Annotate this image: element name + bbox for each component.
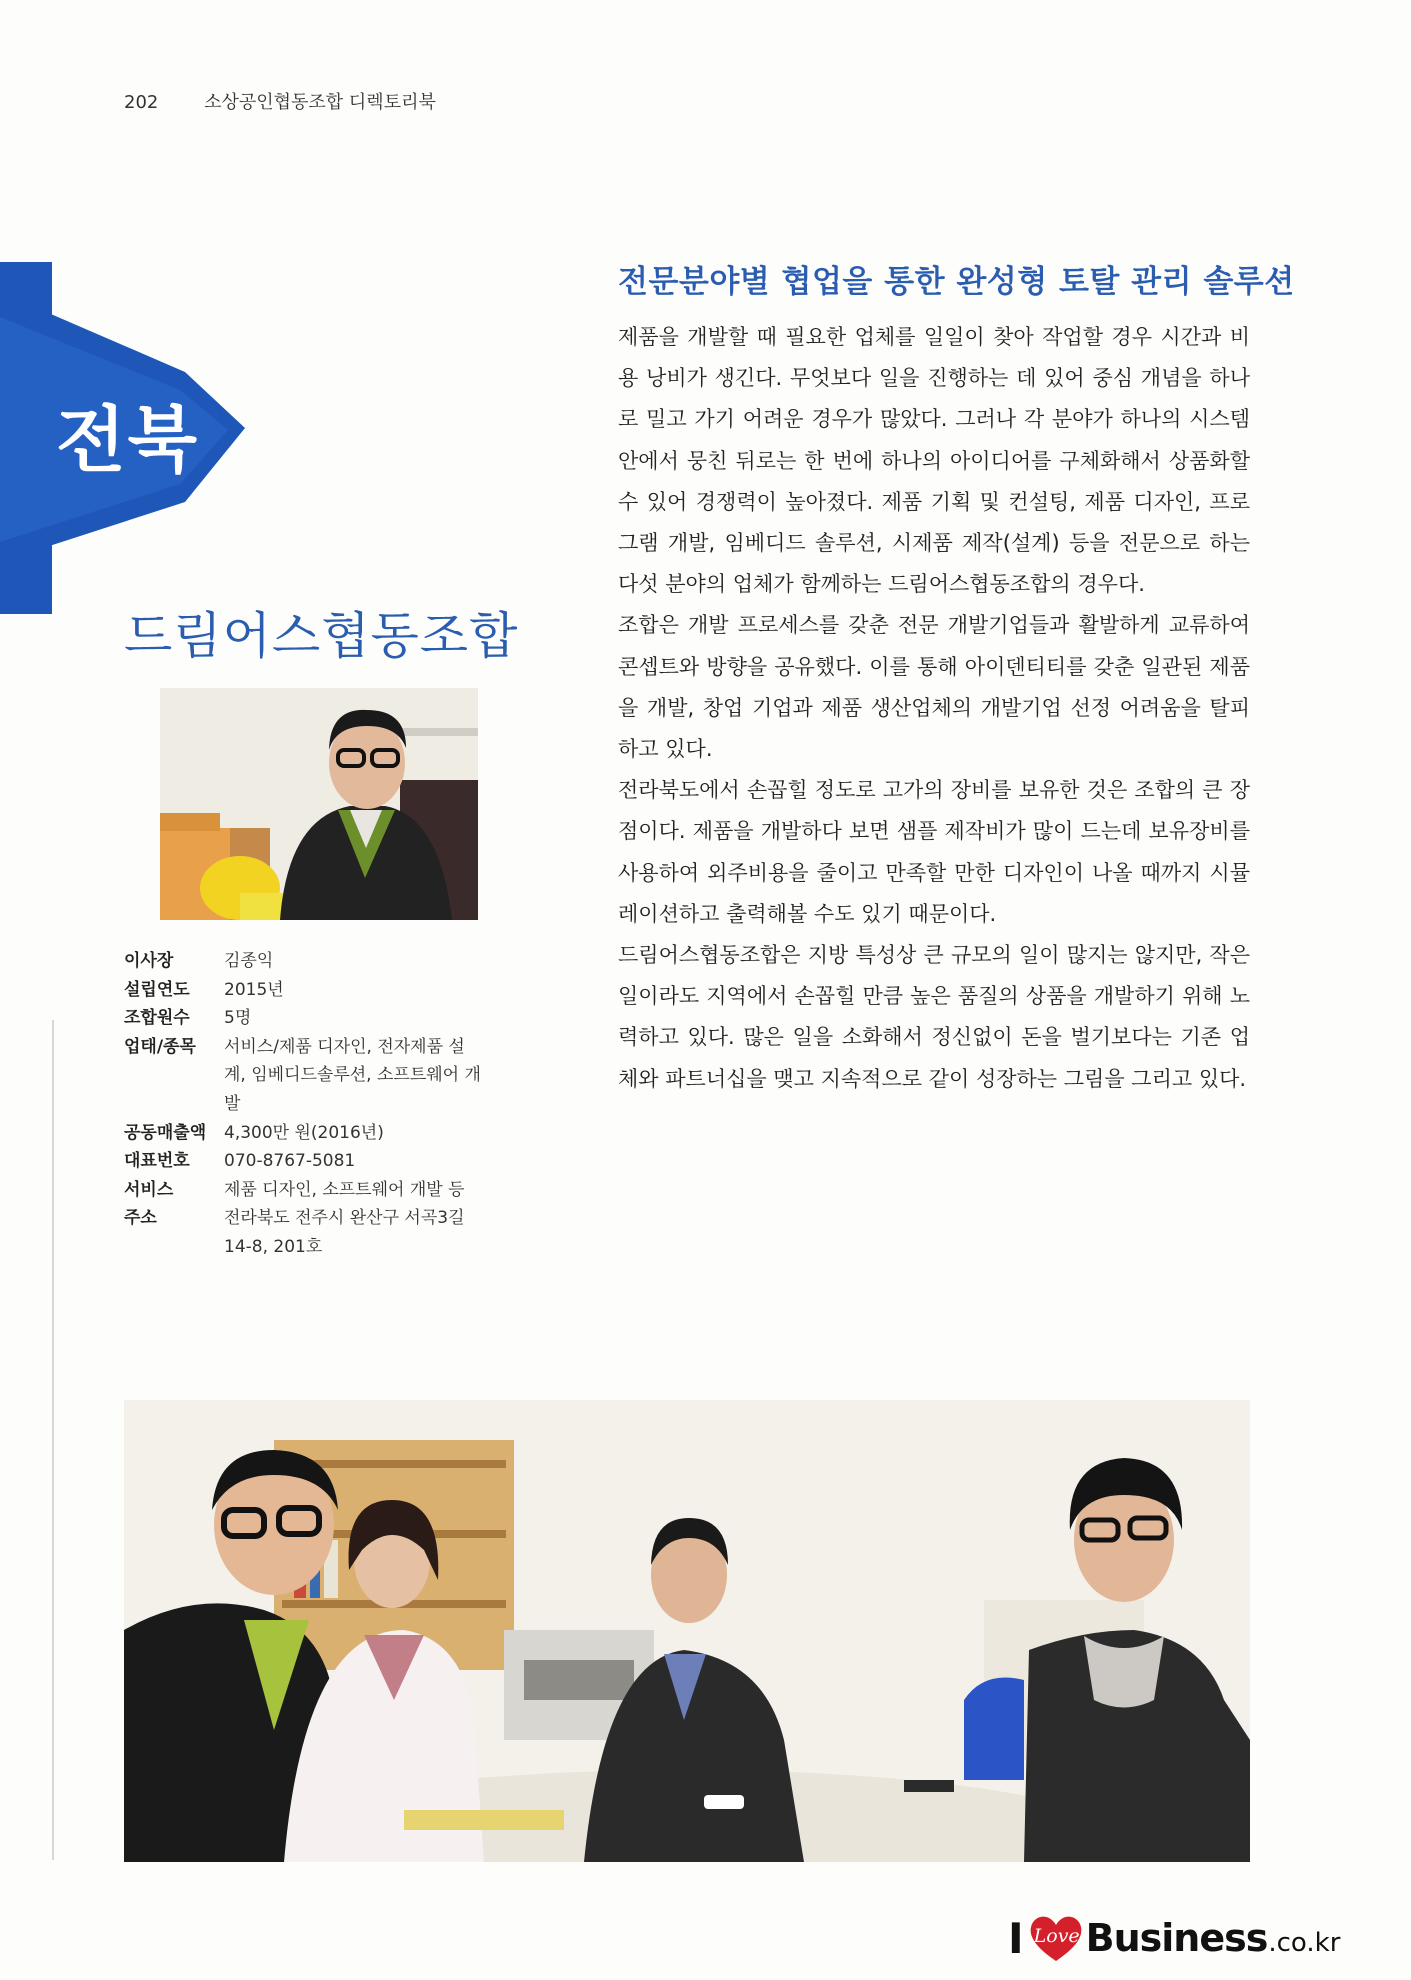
profile-row <box>124 976 484 1005</box>
profile-label: 조합원수 <box>124 1008 190 1029</box>
profile-value: 4,300만 원(2016년) <box>224 1122 384 1143</box>
article-paragraph: 드림어스협동조합은 지방 특성상 큰 규모의 일이 많지는 않지만, 작은 일이라도 지역에서 손꼽힐 만큼 높은 품질의 상품을 개발하기 위해 노력하고 있다. 많은 일을 소화해서 정신없이 돈을 벌기보다는 기존 업체와 파트너십을 맺고 지속적으로 같이 성장하는 그림을 그리고 있다. <box>618 943 1250 1091</box>
profile-value: 070-8767-5081 <box>224 1151 356 1172</box>
profile-row <box>124 947 484 976</box>
logo-love-text: Love <box>1033 1925 1080 1947</box>
article-headline: 전문분야별 협업을 통한 완성형 토탈 관리 솔루션 <box>618 264 1295 300</box>
page-number: 202 <box>124 92 159 113</box>
article-paragraph: 조합은 개발 프로세스를 갖춘 전문 개발기업들과 활발하게 교류하여 콘셉트와 방향을 공유했다. 이를 통해 아이덴티티를 갖춘 일관된 제품을 개발, 창업 기업과 제품 생산업체의 개발기업 선정 어려움을 탈피하고 있다. <box>618 613 1250 762</box>
profile-row <box>124 1004 484 1033</box>
profile-label: 이사장 <box>124 951 174 971</box>
article-body <box>618 317 1250 1100</box>
profile-value: 제품 디자인, 소프트웨어 개발 등 <box>224 1179 465 1200</box>
profile-label: 업태/종목 <box>124 1036 196 1057</box>
page-gutter-line <box>52 1020 54 1860</box>
profile-label: 공동매출액 <box>124 1122 207 1143</box>
organization-profile <box>124 947 484 1262</box>
running-header <box>124 88 436 114</box>
article-paragraph: 제품을 개발할 때 필요한 업체를 일일이 찾아 작업할 경우 시간과 비용 낭비가 생긴다. 무엇보다 일을 진행하는 데 있어 중심 개념을 하나로 밀고 가기 어려운 경우가 많았다. 그러나 각 분야가 하나의 시스템 안에서 뭉친 뒤로는 한 번에 하나의 아이디어를 구체화해서 상품화할 수 있어 경쟁력이 높아졌다. 제품 기획 및 컨설팅, 제품 디자인, 프로그램 개발, 임베디드 솔루션, 시제품 제작(설계) 등을 전문으로 하는 다섯 분야의 업체가 함께하는 드림어스협동조합의 경우다. <box>618 325 1250 597</box>
profile-value: 서비스/제품 디자인, 전자제품 설계, 임베디드솔루션, 소프트웨어 개발 <box>224 1036 481 1114</box>
i-love-business-logo <box>1008 1910 1340 1966</box>
group-photo <box>124 1400 1250 1862</box>
article-paragraph: 전라북도에서 손꼽힐 정도로 고가의 장비를 보유한 것은 조합의 큰 장점이다. 제품을 개발하다 보면 샘플 제작비가 많이 드는데 보유장비를 사용하여 외주비용을 줄이고 만족할 만한 디자인이 나올 때까지 시뮬레이션하고 출력해볼 수도 있기 때문이다. <box>618 778 1250 926</box>
profile-row <box>124 1033 484 1119</box>
profile-row <box>124 1147 484 1176</box>
profile-label: 주소 <box>124 1208 157 1229</box>
profile-value: 김종익 <box>224 951 274 971</box>
profile-label: 서비스 <box>124 1179 174 1200</box>
profile-row <box>124 1176 484 1205</box>
profile-row <box>124 1119 484 1148</box>
logo-letter-i: I <box>1008 1913 1024 1963</box>
chairman-portrait-photo <box>160 688 478 920</box>
logo-business-text: Business <box>1085 1916 1268 1960</box>
profile-row <box>124 1204 484 1261</box>
profile-value: 2015년 <box>224 979 284 1000</box>
logo-domain-text: .co.kr <box>1268 1928 1341 1958</box>
book-title: 소상공인협동조합 디렉토리북 <box>204 92 436 113</box>
heart-icon <box>1028 1913 1084 1963</box>
profile-label: 대표번호 <box>124 1151 190 1172</box>
profile-value: 5명 <box>224 1008 252 1029</box>
region-label: 전북 <box>56 398 200 482</box>
organization-name: 드림어스협동조합 <box>124 607 519 665</box>
profile-label: 설립연도 <box>124 979 190 1000</box>
profile-value: 전라북도 전주시 완산구 서곡3길 14-8, 201호 <box>224 1208 465 1257</box>
